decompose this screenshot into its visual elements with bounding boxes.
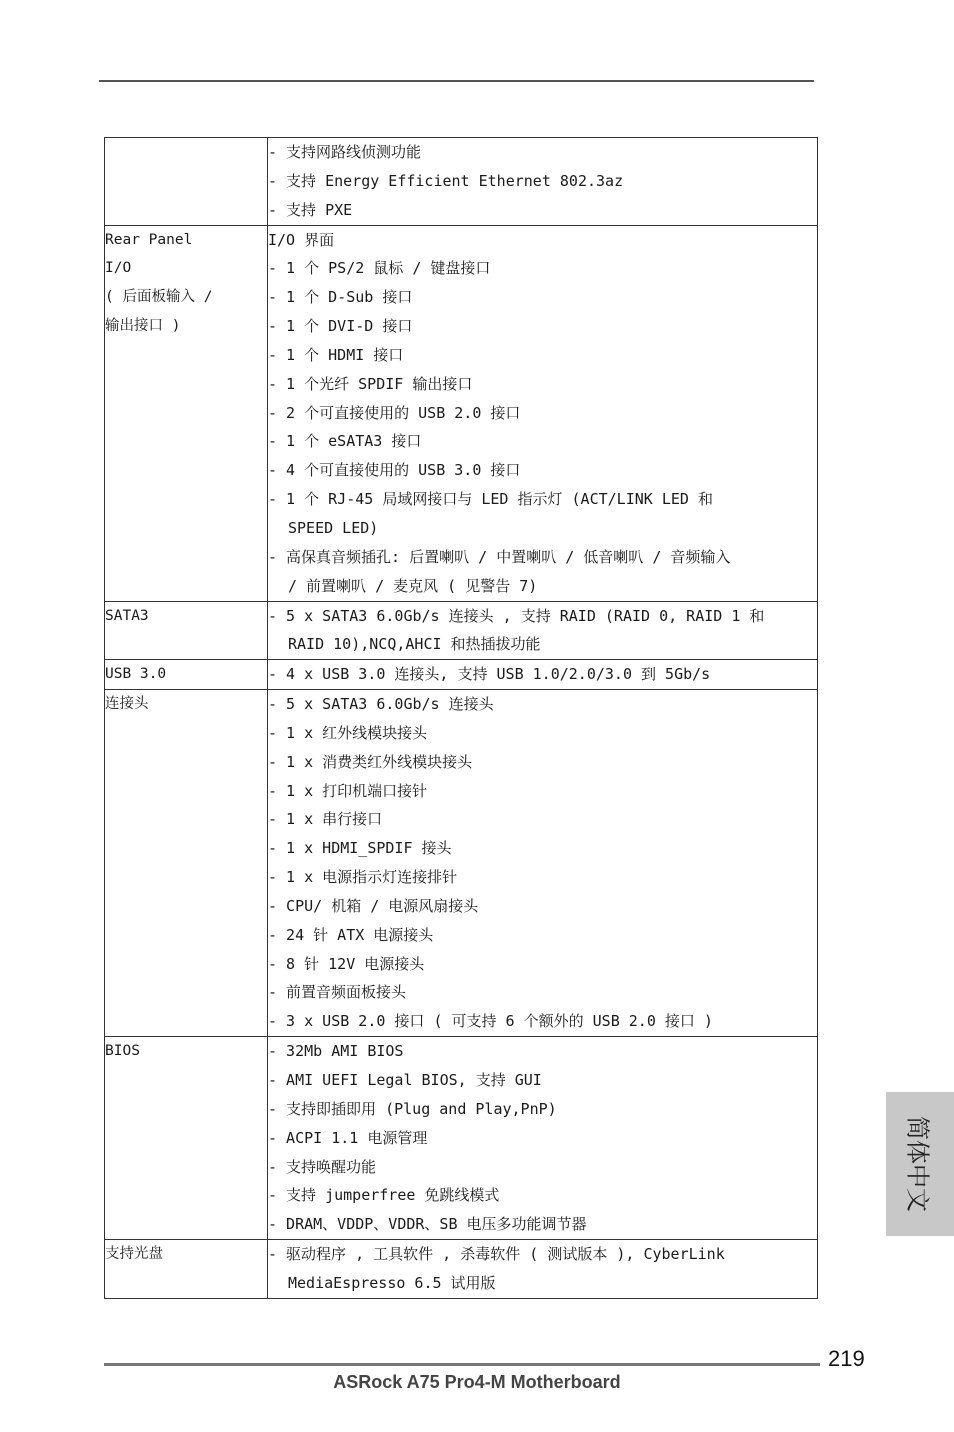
spec-value-line: - 支持唤醒功能	[268, 1157, 377, 1176]
spec-value-cell	[268, 601, 818, 660]
footer-text: ASRock A75 Pro4-M Motherboard	[333, 1372, 621, 1392]
spec-row	[105, 660, 818, 690]
spec-value-cell	[268, 138, 818, 226]
spec-value-line: - 1 x 打印机端口接针	[268, 781, 428, 800]
spec-value-line: - DRAM、VDDP、VDDR、SB 电压多功能调节器	[268, 1215, 587, 1234]
spec-value-line: - 1 个 RJ-45 局域网接口与 LED 指示灯 (ACT/LINK LED 和	[268, 490, 713, 509]
spec-row	[105, 225, 818, 601]
spec-value-line: - ACPI 1.1 电源管理	[268, 1128, 428, 1147]
spec-value-line: - CPU/ 机箱 / 电源风扇接头	[268, 896, 479, 915]
spec-value-line: - 4 个可直接使用的 USB 3.0 接口	[268, 461, 521, 480]
side-tab-label: 简体中文	[903, 1116, 932, 1212]
spec-label-cell	[105, 138, 268, 226]
spec-label-line: ( 后面板输入 /	[105, 289, 213, 306]
footer-title	[0, 1372, 954, 1393]
spec-value-line: - 2 个可直接使用的 USB 2.0 接口	[268, 403, 521, 422]
spec-value-line: - 5 x SATA3 6.0Gb/s 连接头	[268, 695, 494, 714]
spec-value-line: - AMI UEFI Legal BIOS, 支持 GUI	[268, 1071, 542, 1089]
spec-value-line: - 1 个光纤 SPDIF 输出接口	[268, 374, 473, 393]
spec-row	[105, 1037, 818, 1240]
spec-value-line: I/O 界面	[268, 230, 335, 249]
spec-value-cell	[268, 1037, 818, 1240]
spec-value-line: - 32Mb AMI BIOS	[268, 1042, 404, 1061]
spec-label-line: Rear Panel	[105, 231, 193, 248]
spec-label-line: USB 3.0	[105, 666, 167, 683]
spec-value-line: - 8 针 12V 电源接头	[268, 954, 425, 973]
spec-label-line: 支持光盘	[105, 1246, 163, 1263]
spec-label-cell	[105, 660, 268, 690]
page-number: 219	[828, 1346, 865, 1371]
spec-value-line: - 1 x 消费类红外线模块接头	[268, 752, 473, 771]
spec-value-line: - 1 x HDMI_SPDIF 接头	[268, 839, 452, 858]
top-rule	[99, 80, 814, 82]
bottom-rule	[104, 1363, 820, 1366]
spec-value-line: SPEED LED)	[288, 518, 379, 537]
spec-label-line: I/O	[105, 260, 132, 277]
spec-value-cell	[268, 690, 818, 1037]
spec-value-line: - 支持 jumperfree 免跳线模式	[268, 1186, 500, 1205]
spec-value-line: - 支持 Energy Efficient Ethernet 802.3az	[268, 171, 624, 190]
spec-value-line: - 支持即插即用 (Plug and Play,PnP)	[268, 1099, 557, 1118]
spec-value-line: - 前置音频面板接头	[268, 983, 407, 1002]
spec-value-line: - 支持 PXE	[268, 200, 353, 219]
spec-value-line: - 1 个 DVI-D 接口	[268, 317, 413, 336]
spec-value-line: - 1 个 HDMI 接口	[268, 345, 404, 364]
spec-value-line: - 1 x 串行接口	[268, 810, 383, 829]
spec-value-line: - 5 x SATA3 6.0Gb/s 连接头 , 支持 RAID (RAID 0, RAID 1 和	[268, 606, 765, 625]
spec-table	[104, 137, 818, 1299]
spec-value-line: - 1 个 eSATA3 接口	[268, 432, 422, 451]
spec-label-cell	[105, 225, 268, 601]
spec-value-cell	[268, 1240, 818, 1299]
spec-value-line: - 3 x USB 2.0 接口 ( 可支持 6 个额外的 USB 2.0 接口 )	[268, 1012, 713, 1031]
spec-value-line: MediaEspresso 6.5 试用版	[288, 1273, 496, 1292]
spec-value-line: - 24 针 ATX 电源接头	[268, 925, 434, 944]
language-side-tab	[886, 1092, 954, 1236]
spec-value-line: - 1 个 D-Sub 接口	[268, 288, 413, 307]
spec-label-cell	[105, 1037, 268, 1240]
spec-label-line: BIOS	[105, 1043, 140, 1060]
spec-value-cell	[268, 660, 818, 690]
spec-value-line: - 支持网路线侦测功能	[268, 143, 422, 161]
spec-value-line: - 高保真音频插孔: 后置喇叭 / 中置喇叭 / 低音喇叭 / 音频输入	[268, 547, 731, 566]
spec-label-line: 输出接口 )	[105, 318, 181, 335]
spec-value-cell	[268, 225, 818, 601]
spec-value-line: - 1 x 电源指示灯连接排针	[268, 868, 458, 887]
spec-label-line: 连接头	[105, 696, 149, 713]
spec-value-line: - 1 x 红外线模块接头	[268, 723, 428, 742]
spec-row	[105, 690, 818, 1037]
spec-label-cell	[105, 1240, 268, 1299]
spec-row	[105, 1240, 818, 1299]
spec-row	[105, 138, 818, 226]
spec-label-cell	[105, 690, 268, 1037]
spec-row	[105, 601, 818, 660]
spec-value-line: / 前置喇叭 / 麦克风 ( 见警告 7)	[288, 576, 538, 595]
spec-table-body	[105, 138, 818, 1299]
spec-value-line: - 驱动程序 , 工具软件 , 杀毒软件 ( 测试版本 ), CyberLink	[268, 1245, 725, 1264]
spec-label-line: SATA3	[105, 607, 149, 624]
spec-value-line: - 1 个 PS/2 鼠标 / 键盘接口	[268, 259, 491, 278]
spec-label-cell	[105, 601, 268, 660]
spec-value-line: RAID 10),NCQ,AHCI 和热插拔功能	[288, 635, 541, 654]
spec-value-line: - 4 x USB 3.0 连接头, 支持 USB 1.0/2.0/3.0 到 5Gb/s	[268, 665, 711, 684]
